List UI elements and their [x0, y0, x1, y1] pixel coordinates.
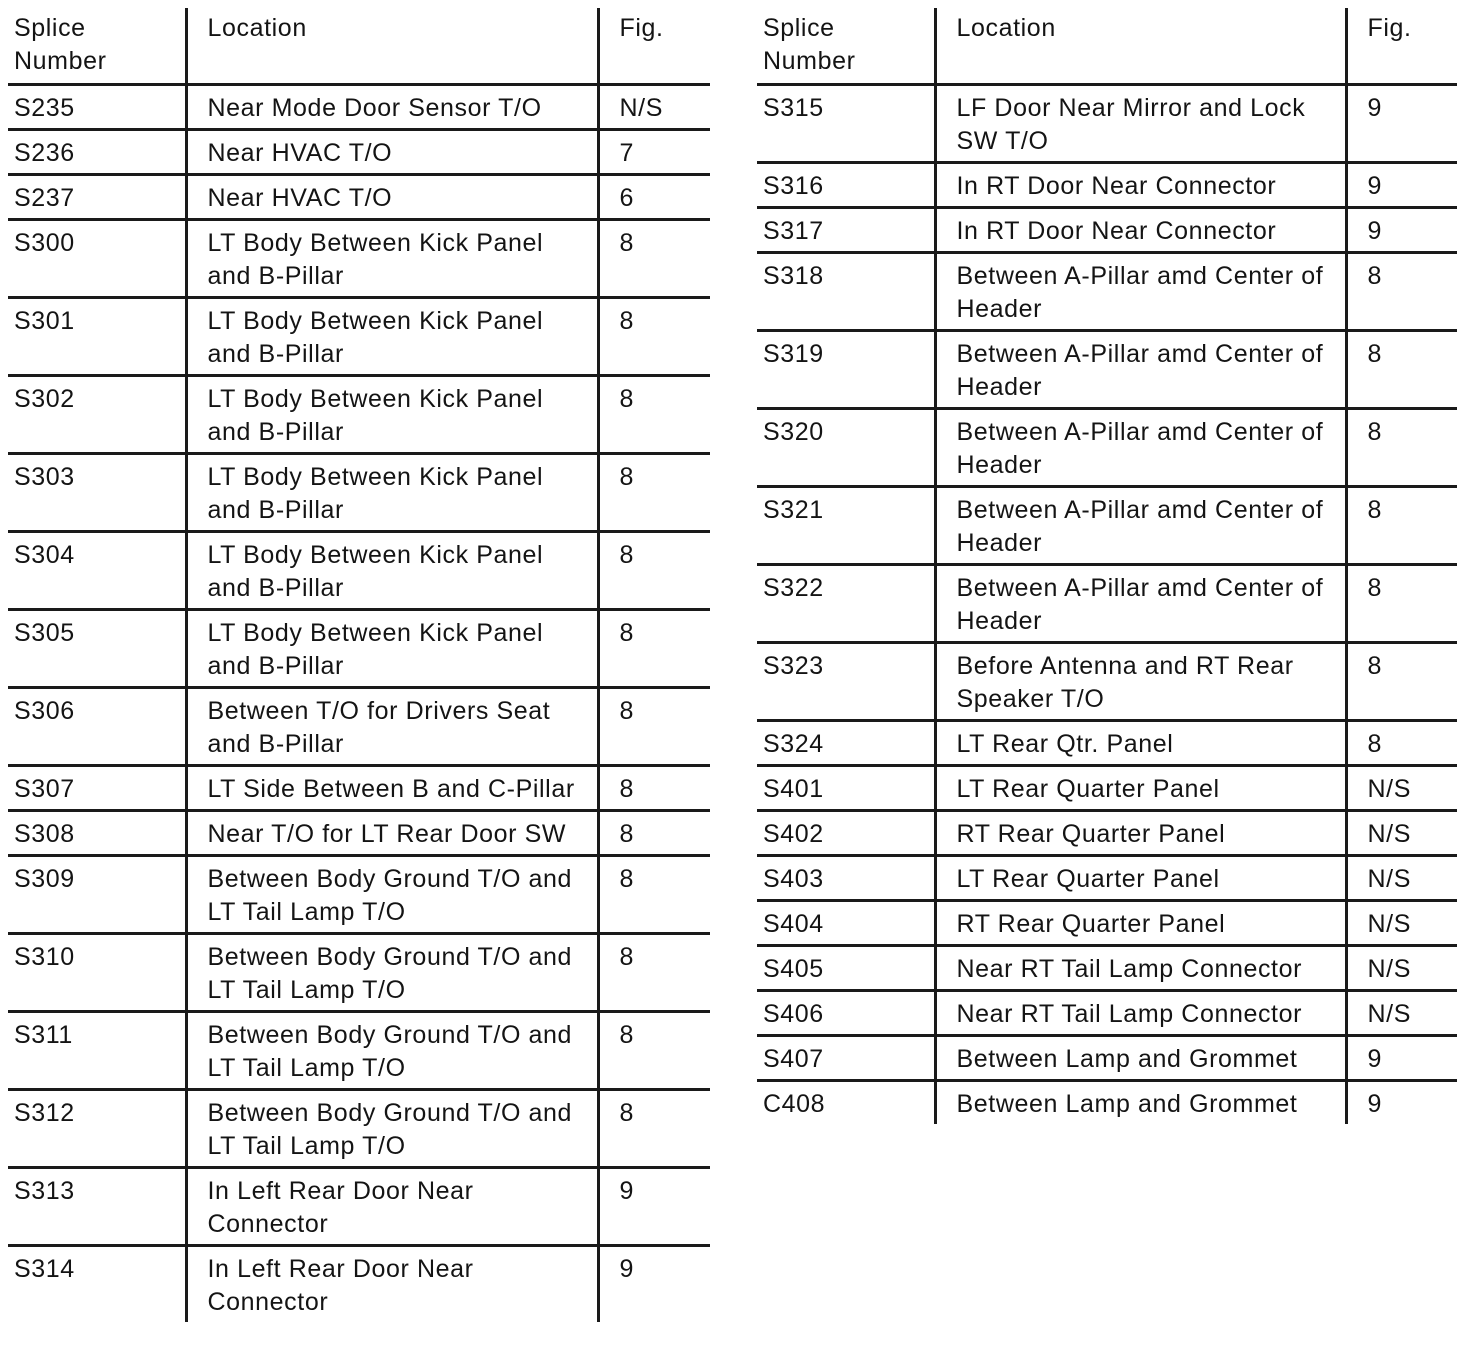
splice-number-cell: S403 [757, 855, 935, 900]
fig-cell: 8 [1346, 252, 1457, 330]
location-cell: RT Rear Quarter Panel [935, 810, 1346, 855]
splice-number-cell: S236 [8, 129, 186, 174]
table-row [757, 408, 1457, 486]
location-cell: LT Side Between B and C-Pillar [186, 765, 598, 810]
location-cell: Near RT Tail Lamp Connector [935, 990, 1346, 1035]
table-row [757, 330, 1457, 408]
table-row [8, 1245, 710, 1322]
location-cell: Between Lamp and Grommet [935, 1035, 1346, 1080]
location-cell: LF Door Near Mirror and Lock SW T/O [935, 84, 1346, 162]
table-row [757, 900, 1457, 945]
table-row [8, 1011, 710, 1089]
location-cell: LT Body Between Kick Panel and B-Pillar [186, 219, 598, 297]
location-cell: Between A-Pillar amd Center of Header [935, 486, 1346, 564]
table-row [8, 1167, 710, 1245]
location-cell: In RT Door Near Connector [935, 162, 1346, 207]
table-row [8, 609, 710, 687]
fig-cell: 9 [1346, 207, 1457, 252]
table-row [8, 687, 710, 765]
fig-cell: 8 [598, 765, 710, 810]
splice-number-cell: S318 [757, 252, 935, 330]
header-fig: Fig. [598, 8, 710, 84]
splice-number-cell: C408 [757, 1080, 935, 1124]
table-row [8, 1089, 710, 1167]
splice-number-cell: S324 [757, 720, 935, 765]
location-cell: Between A-Pillar amd Center of Header [935, 330, 1346, 408]
location-cell: LT Body Between Kick Panel and B-Pillar [186, 375, 598, 453]
table-row [757, 720, 1457, 765]
location-cell: Between Body Ground T/O and LT Tail Lamp T/O [186, 855, 598, 933]
fig-cell: 8 [1346, 720, 1457, 765]
table-row [757, 252, 1457, 330]
table-row [8, 129, 710, 174]
splice-number-cell: S310 [8, 933, 186, 1011]
splice-number-cell: S313 [8, 1167, 186, 1245]
fig-cell: 8 [1346, 408, 1457, 486]
location-cell: Near T/O for LT Rear Door SW [186, 810, 598, 855]
header-fig: Fig. [1346, 8, 1457, 84]
location-cell: LT Body Between Kick Panel and B-Pillar [186, 297, 598, 375]
table-row [757, 486, 1457, 564]
table-row [8, 855, 710, 933]
location-cell: Between Body Ground T/O and LT Tail Lamp T/O [186, 933, 598, 1011]
splice-number-cell: S304 [8, 531, 186, 609]
fig-cell: 8 [598, 933, 710, 1011]
fig-cell: 9 [598, 1245, 710, 1322]
table-row [8, 933, 710, 1011]
fig-cell: 8 [598, 375, 710, 453]
splice-number-cell: S319 [757, 330, 935, 408]
fig-cell: 8 [598, 609, 710, 687]
fig-cell: 8 [1346, 642, 1457, 720]
table-row [8, 810, 710, 855]
table-row [8, 375, 710, 453]
table-row [8, 531, 710, 609]
splice-number-cell: S306 [8, 687, 186, 765]
splice-number-cell: S312 [8, 1089, 186, 1167]
splice-number-cell: S407 [757, 1035, 935, 1080]
fig-cell: 8 [598, 1089, 710, 1167]
table-row [757, 1035, 1457, 1080]
fig-cell: N/S [1346, 990, 1457, 1035]
table-row [8, 765, 710, 810]
location-cell: LT Rear Quarter Panel [935, 855, 1346, 900]
header-location: Location [186, 8, 598, 84]
fig-cell: N/S [1346, 765, 1457, 810]
table-header-row [8, 8, 710, 84]
fig-cell: 9 [1346, 1035, 1457, 1080]
splice-number-cell: S315 [757, 84, 935, 162]
table-row [757, 564, 1457, 642]
table-row [757, 642, 1457, 720]
location-cell: Near RT Tail Lamp Connector [935, 945, 1346, 990]
location-cell: LT Body Between Kick Panel and B-Pillar [186, 453, 598, 531]
location-cell: In Left Rear Door Near Connector [186, 1167, 598, 1245]
location-cell: In Left Rear Door Near Connector [186, 1245, 598, 1322]
fig-cell: 8 [598, 531, 710, 609]
header-splice-number: Splice Number [14, 14, 107, 75]
table-row [8, 453, 710, 531]
fig-cell: 8 [1346, 330, 1457, 408]
splice-number-cell: S316 [757, 162, 935, 207]
fig-cell: 8 [598, 453, 710, 531]
table-row [757, 945, 1457, 990]
splice-number-cell: S303 [8, 453, 186, 531]
splice-number-cell: S311 [8, 1011, 186, 1089]
splice-table-right [757, 8, 1457, 1124]
fig-cell: 9 [1346, 84, 1457, 162]
splice-number-cell: S322 [757, 564, 935, 642]
location-cell: LT Body Between Kick Panel and B-Pillar [186, 609, 598, 687]
splice-number-cell: S300 [8, 219, 186, 297]
table-row [757, 1080, 1457, 1124]
table-header-row [757, 8, 1457, 84]
fig-cell: N/S [1346, 900, 1457, 945]
location-cell: Between T/O for Drivers Seat and B-Pillar [186, 687, 598, 765]
location-cell: RT Rear Quarter Panel [935, 900, 1346, 945]
location-cell: Between A-Pillar amd Center of Header [935, 252, 1346, 330]
location-cell: Near HVAC T/O [186, 174, 598, 219]
fig-cell: N/S [1346, 810, 1457, 855]
splice-number-cell: S320 [757, 408, 935, 486]
table-row [757, 207, 1457, 252]
fig-cell: N/S [598, 84, 710, 129]
fig-cell: 9 [598, 1167, 710, 1245]
location-cell: Before Antenna and RT Rear Speaker T/O [935, 642, 1346, 720]
fig-cell: 7 [598, 129, 710, 174]
splice-number-cell: S314 [8, 1245, 186, 1322]
table-row [8, 84, 710, 129]
location-cell: LT Rear Quarter Panel [935, 765, 1346, 810]
splice-number-cell: S308 [8, 810, 186, 855]
splice-number-cell: S301 [8, 297, 186, 375]
location-cell: LT Body Between Kick Panel and B-Pillar [186, 531, 598, 609]
splice-number-cell: S305 [8, 609, 186, 687]
location-cell: Between Body Ground T/O and LT Tail Lamp T/O [186, 1089, 598, 1167]
splice-number-cell: S309 [8, 855, 186, 933]
location-cell: Near Mode Door Sensor T/O [186, 84, 598, 129]
splice-number-cell: S404 [757, 900, 935, 945]
fig-cell: 8 [598, 297, 710, 375]
splice-number-cell: S401 [757, 765, 935, 810]
fig-cell: 9 [1346, 162, 1457, 207]
fig-cell: 8 [1346, 486, 1457, 564]
location-cell: LT Rear Qtr. Panel [935, 720, 1346, 765]
location-cell: Between A-Pillar amd Center of Header [935, 408, 1346, 486]
table-row [757, 990, 1457, 1035]
splice-number-cell: S406 [757, 990, 935, 1035]
fig-cell: 6 [598, 174, 710, 219]
fig-cell: N/S [1346, 855, 1457, 900]
splice-number-cell: S323 [757, 642, 935, 720]
splice-number-cell: S317 [757, 207, 935, 252]
splice-number-cell: S237 [8, 174, 186, 219]
table-row [757, 810, 1457, 855]
location-cell: Near HVAC T/O [186, 129, 598, 174]
table-row [8, 297, 710, 375]
table-row [8, 174, 710, 219]
fig-cell: 8 [598, 855, 710, 933]
table-row [757, 162, 1457, 207]
location-cell: In RT Door Near Connector [935, 207, 1346, 252]
header-location: Location [935, 8, 1346, 84]
splice-number-cell: S307 [8, 765, 186, 810]
table-row [757, 765, 1457, 810]
fig-cell: 9 [1346, 1080, 1457, 1124]
splice-number-cell: S321 [757, 486, 935, 564]
fig-cell: 8 [598, 1011, 710, 1089]
table-row [757, 855, 1457, 900]
location-cell: Between Lamp and Grommet [935, 1080, 1346, 1124]
fig-cell: N/S [1346, 945, 1457, 990]
location-cell: Between A-Pillar amd Center of Header [935, 564, 1346, 642]
splice-number-cell: S302 [8, 375, 186, 453]
fig-cell: 8 [598, 219, 710, 297]
fig-cell: 8 [598, 687, 710, 765]
fig-cell: 8 [598, 810, 710, 855]
table-row [8, 219, 710, 297]
splice-number-cell: S402 [757, 810, 935, 855]
splice-number-cell: S235 [8, 84, 186, 129]
fig-cell: 8 [1346, 564, 1457, 642]
table-row [757, 84, 1457, 162]
splice-number-cell: S405 [757, 945, 935, 990]
location-cell: Between Body Ground T/O and LT Tail Lamp T/O [186, 1011, 598, 1089]
splice-table-left [8, 8, 710, 1322]
header-splice-number: Splice Number [763, 14, 856, 75]
